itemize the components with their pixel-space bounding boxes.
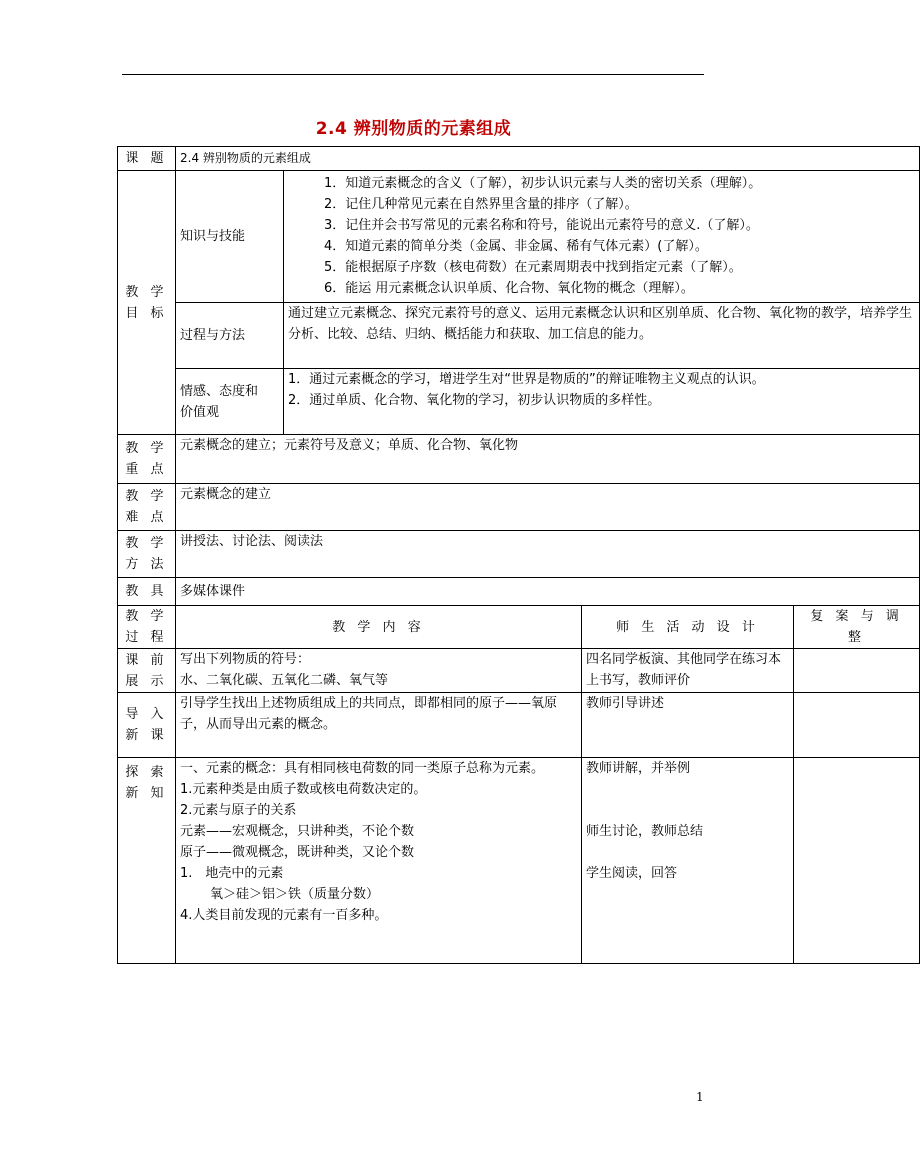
label-key-points-2: 重 点 xyxy=(125,462,168,477)
label-key-points-1: 教 学 xyxy=(125,441,168,456)
label-teaching-process-1: 教 学 xyxy=(125,609,168,624)
knowledge-item: 4．知道元素的简单分类（金属、非金属、稀有气体元素）(了解）。 xyxy=(324,239,708,254)
label-methods-1: 教 学 xyxy=(125,536,168,551)
label-intro-2: 新 课 xyxy=(125,728,168,743)
row-tools xyxy=(118,578,920,606)
explore-line: 一、元素的概念：具有相同核电荷数的同一类原子总称为元素。 xyxy=(180,761,545,776)
row-process-header xyxy=(118,606,920,649)
label-explore-2: 新 知 xyxy=(125,786,168,801)
label-key-points xyxy=(118,435,176,484)
label-goals xyxy=(118,171,176,435)
row-goal-knowledge xyxy=(118,171,920,303)
label-preview-1: 课 前 xyxy=(125,652,168,668)
label-methods xyxy=(118,531,176,578)
explore-adjust xyxy=(794,758,920,964)
label-difficulty xyxy=(118,484,176,531)
label-emotion-1: 情感、态度和 xyxy=(180,383,259,399)
row-difficulty xyxy=(118,484,920,531)
knowledge-item: 6．能运 用元素概念认识单质、化合物、氧化物的概念（理解）。 xyxy=(324,281,694,296)
row-intro xyxy=(118,693,920,758)
row-topic xyxy=(118,147,920,171)
explore-line: 氧＞硅＞铝＞铁（质量分数） xyxy=(210,887,380,902)
label-emotion-2: 价值观 xyxy=(180,404,220,420)
knowledge-item: 5．能根据原子序数（核电荷数）在元素周期表中找到指定元素（了解）。 xyxy=(324,260,742,275)
explore-activity-2: 师生讨论，教师总结 xyxy=(586,824,704,839)
label-preview xyxy=(118,649,176,693)
label-teaching-process xyxy=(118,606,176,649)
label-intro-1: 导 入 xyxy=(125,707,168,722)
header-content: 教 学 内 容 xyxy=(176,606,582,649)
explore-activity xyxy=(582,758,794,964)
emotion-items xyxy=(284,369,920,435)
tools-value: 多媒体课件 xyxy=(176,578,920,606)
row-preview xyxy=(118,649,920,693)
label-preview-2: 展 示 xyxy=(125,673,168,689)
header-rule xyxy=(122,74,704,75)
intro-activity: 教师引导讲述 xyxy=(582,693,794,758)
explore-line: 1.元素种类是由质子数或核电荷数决定的。 xyxy=(180,782,427,797)
header-activity: 师 生 活 动 设 计 xyxy=(582,606,794,649)
explore-line: 1. 地壳中的元素 xyxy=(180,866,284,881)
row-methods xyxy=(118,531,920,578)
label-explore-1: 探 索 xyxy=(125,765,168,780)
row-goal-emotion xyxy=(118,369,920,435)
label-intro xyxy=(118,693,176,758)
label-knowledge: 知识与技能 xyxy=(176,171,284,303)
explore-line: 元素——宏观概念，只讲种类，不论个数 xyxy=(180,824,415,839)
knowledge-items xyxy=(284,171,920,303)
methods-value: 讲授法、讨论法、阅读法 xyxy=(176,531,920,578)
key-points-value: 元素概念的建立；元素符号及意义；单质、化合物、氧化物 xyxy=(176,435,920,484)
knowledge-item: 2．记住几种常见元素在自然界里含量的排序（了解）。 xyxy=(324,197,638,212)
process-text: 通过建立元素概念、探究元素符号的意义、运用元素概念认识和区别单质、化合物、氧化物的教学，培养学生分析、比较、总结、归纳、概括能力和获取、加工信息的能力。 xyxy=(284,303,920,369)
header-adjust: 复 案 与 调 整 xyxy=(794,606,920,649)
label-emotion xyxy=(176,369,284,435)
knowledge-item: 3．记住并会书写常见的元素名称和符号，能说出元素符号的意义.（了解）。 xyxy=(324,218,759,233)
intro-adjust xyxy=(794,693,920,758)
label-methods-2: 方 法 xyxy=(125,557,168,572)
explore-line: 原子——微观概念，既讲种类，又论个数 xyxy=(180,845,415,860)
label-process: 过程与方法 xyxy=(176,303,284,369)
label-teaching-process-2: 过 程 xyxy=(125,630,168,645)
difficulty-value: 元素概念的建立 xyxy=(176,484,920,531)
row-key-points xyxy=(118,435,920,484)
page-number: 1 xyxy=(696,1090,704,1104)
emotion-item: 2．通过单质、化合物、氧化物的学习，初步认识物质的多样性。 xyxy=(288,393,661,408)
preview-activity: 四名同学板演、其他同学在练习本上书写，教师评价 xyxy=(582,649,794,693)
label-goals-1: 教 学 xyxy=(125,284,168,300)
preview-content-2: 水、二氧化碳、五氧化二磷、氧气等 xyxy=(180,673,389,688)
explore-activity-3: 学生阅读，回答 xyxy=(586,866,678,881)
preview-adjust xyxy=(794,649,920,693)
topic-value: 2.4 辨别物质的元素组成 xyxy=(176,147,920,171)
explore-line: 4.人类目前发现的元素有一百多种。 xyxy=(180,908,388,923)
knowledge-item: 1．知道元素概念的含义（了解），初步认识元素与人类的密切关系（理解）。 xyxy=(324,176,762,191)
lesson-plan-table xyxy=(117,146,920,964)
row-explore xyxy=(118,758,920,964)
label-topic: 课 题 xyxy=(118,147,176,171)
label-tools: 教 具 xyxy=(118,578,176,606)
explore-line: 2.元素与原子的关系 xyxy=(180,803,297,818)
emotion-item: 1．通过元素概念的学习，增进学生对“世界是物质的”的辩证唯物主义观点的认识。 xyxy=(288,372,765,387)
label-difficulty-1: 教 学 xyxy=(125,489,168,504)
page-title: 2.4 辨别物质的元素组成 xyxy=(315,119,512,139)
explore-activity-1: 教师讲解，并举例 xyxy=(586,761,691,776)
label-goals-2: 目 标 xyxy=(125,305,168,321)
label-explore xyxy=(118,758,176,964)
label-difficulty-2: 难 点 xyxy=(125,510,168,525)
explore-content xyxy=(176,758,582,964)
preview-content xyxy=(176,649,582,693)
intro-content: 引导学生找出上述物质组成上的共同点，即都相同的原子——氧原子，从而导出元素的概念。 xyxy=(176,693,582,758)
preview-content-1: 写出下列物质的符号： xyxy=(180,652,311,667)
row-goal-process xyxy=(118,303,920,369)
